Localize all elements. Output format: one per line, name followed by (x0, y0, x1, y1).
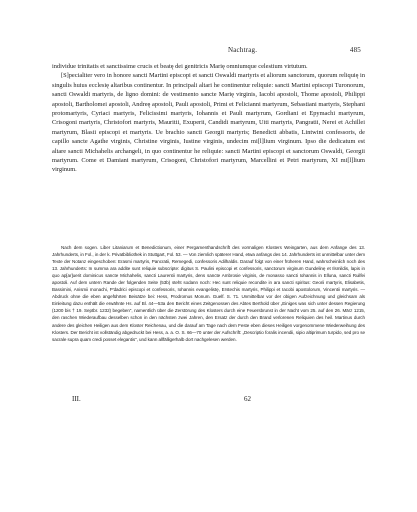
main-paragraph: individue trinitatis et sanctissime crucis et beatę dei genitricis Marię omniumque celestium virtutum. (52, 63, 308, 70)
volume-number: III. (72, 395, 81, 403)
main-paragraph: [S]pecialiter vero in honore sancti Martini episcopi et sancti Oswaldi martyris et aliorum sanctorum, quorum reliquię in singulis huius ecclesię altaribus continentur. In principali altari he continentur reliquie: sancti Martini episcopi Turonorum, sancti Oswaldi martyris, de ligno domini: de vestimento sancte Marię virginis, Iacobi apostoli, Thome apostoli, Philippi apostoli, Bartholomei apostoli, Andreę apostoli, Pauli apostoli, Primi et Felicianni martyrum, Sebastiani martyris, Stephani protomartyris, Cyriaci martyris, Felicissimi martyris, Iohannis et Pauli martyrum, Gordiani et Epymachi martyrum, Crisogoni martyris, Christofori martyris, Mauritii, Exuperii, Candidi martyrum, Uiti martyris, Pangratii, Nerei et Achillei martyrum, Blasii episcopi et martyris. Ue brachio sancti Georgii martyris; Benedicti abbatis, Lintwini confessoris, de capillo sancte Agathe virginis, Christine virginis, Iustine virginis, undecim mi[l]lium virginum. Ipso die dedicatum est altare sancti Michahelis archangeli, in quo continentur he reliquie: sancti Martini episcopi et sanctorum Oswaldi, Georgii martyrum. Come et Damiani martyrum, Crisogoni, Christofori martyrum, Marcellini et Petri martyrum, XI mi[l]lium virginum. (52, 72, 365, 174)
sheet-signature: 62 (244, 395, 251, 403)
page-header (52, 46, 365, 58)
running-title: Nachtrag. (228, 46, 258, 54)
note-paragraph: Nach dem sogen. Liber Litaniarum et Benedictionum, einer Pergamenthandschrift des vormaligen Klosters Weingarten, aus dem Anfange des 13. Jahrhunderts, in Fol., in der k. Privatbibliothek in Stuttgart, Fol. 53. — Von ziemlich späterer Hand, etwa anfangs des 14. Jahrhunderts ist unmittelbar unter dem Texte der Notanz eingeschoben: Erasmi martyris, Pancratii, Remegedi, confessoris Adilhaldis. Darauf folgt von einer früheren Hand, wahrscheinlich noch des 13. Jahrhunderts: In summa ara addite sunt reliquie subscripte: digitus S. Paulini episcopi et confessoris, sanctorum virginum Gundelinę et Ilsmildis, lapis in quo ap[ar]uerit dominicus sancte Michahelis, sancti Laurentii martyris, dens sancte Ambrosie virginis, de monasso sancti Iohannis in Elluna, sancti Ruilfei apostoli. Auf dem untern Rande der folgenden Seite (53b) steht sodann noch: Hec sunt reliquie recondite in ara sancti spiritus: Georii martyris, Elisabetis, Bassimini, Anismii monachi, P'dadrici episcopi et confessoris, Iohannis evangelistę, Erstechis martyris, Philippi et Iacobi apostolorum, Vincentii martyris. — Abdruck ohne die eben angeführten Beisätze bei: Hess, Prodromus Monum. Guelf. S. 71. Unmittelbar vor der obigen Aufzeichnung und gleichsam als Einleitung dazu enthält die erwähnte Hs. auf Bl. 44—53a den Bericht eines Zeitgenossen des Abtes Berthold über „Einiges was sich unter dessen Regierung (1200 bis † 19. Septbr. 1232) begeben“, namentlich über die Zerstörung des Klosters durch eine Feuersbrunst in der Nacht vom 25. auf den 26. März 1215, den raschen Wiederaufbau desselben schon in den nächsten zwei Jahren, den Ersatz der durch den Brand verlorenen Reliquien des heil. Martinus durch andere des gleichen Heiligen aus dem Kloster Reichenau, und die darauf am Tage nach dem Feste eben dieses Heiligen vorgenommene Wiederweihung des Klosters. Der Bericht ist vollständig abgedruckt bei Hess, a. a. O. S. 66—70 unter der Aufschrift: „Descriptio foralis incendii, sipio altiprimum turpido, sed pro se sacrale supra quam credi posset elegantis“, und kann allfälligerhalb dort nachgelesen werden. (52, 245, 365, 342)
page-number: 485 (349, 46, 361, 54)
editorial-note (52, 244, 365, 343)
main-text (52, 62, 365, 175)
page-footer (52, 395, 365, 405)
